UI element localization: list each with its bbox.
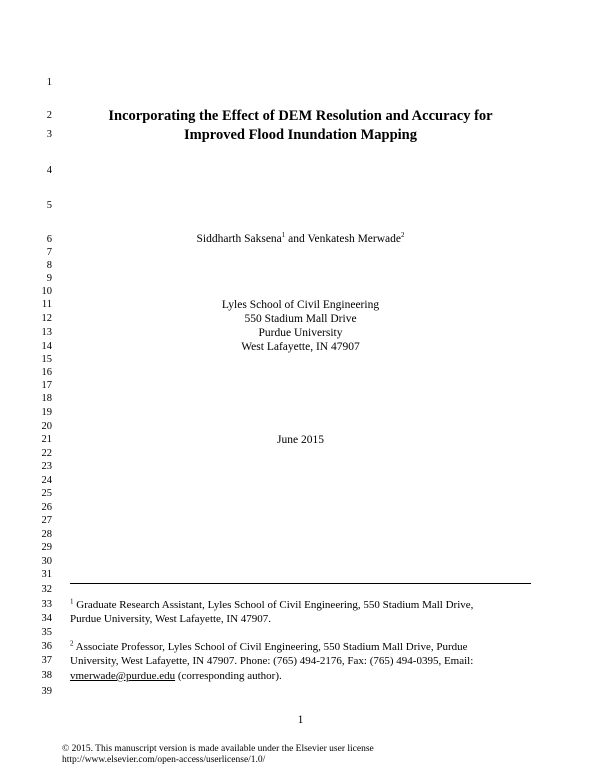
line-number: 15 <box>41 354 52 365</box>
line-number: 28 <box>41 529 52 540</box>
line-number: 27 <box>41 515 52 526</box>
line-number: 18 <box>41 393 52 404</box>
affiliation-mark: 2 <box>401 231 405 240</box>
line-number: 31 <box>41 569 52 580</box>
footnote-separator <box>70 583 531 584</box>
footnote-mark: 2 <box>70 639 74 648</box>
author-line <box>70 232 531 246</box>
author-name: Siddharth Saksena <box>196 233 282 245</box>
author-conjunction: and <box>285 233 308 245</box>
paper-title-line-1: Incorporating the Effect of DEM Resolution and Accuracy for <box>108 108 493 124</box>
footnote-2 <box>70 640 540 654</box>
line-number: 19 <box>41 407 52 418</box>
author-name: Venkatesh Merwade <box>307 233 401 245</box>
line-number: 17 <box>41 380 52 391</box>
manuscript-date: June 2015 <box>277 434 324 446</box>
line-number: 4 <box>46 165 52 176</box>
paper-title-line-2: Improved Flood Inundation Mapping <box>183 127 417 143</box>
line-number: 20 <box>41 421 52 432</box>
line-number: 34 <box>41 613 52 624</box>
footnote-text: Graduate Research Assistant, Lyles School of Civil Engineering, 550 Stadium Mall Drive, <box>73 599 474 611</box>
affiliation-line: Lyles School of Civil Engineering <box>221 299 380 311</box>
affiliation-line: Purdue University <box>258 327 343 339</box>
footnote-mark: 1 <box>70 597 74 606</box>
affiliation-line: West Lafayette, IN 47907 <box>241 341 360 353</box>
license-notice: © 2015. This manuscript version is made available under the Elsevier user license <box>62 744 374 754</box>
line-number: 39 <box>41 686 52 697</box>
footnote-1-cont: Purdue University, West Lafayette, IN 47907. <box>70 613 272 625</box>
line-number: 23 <box>41 461 52 472</box>
footnote-2-cont: University, West Lafayette, IN 47907. Phone: (765) 494-2176, Fax: (765) 494-0395, Email: <box>70 655 474 667</box>
line-number: 21 <box>41 434 52 445</box>
email-link[interactable]: vmerwade@purdue.edu <box>70 670 176 682</box>
line-number: 10 <box>41 286 52 297</box>
line-number: 32 <box>41 584 52 595</box>
line-number: 2 <box>46 110 52 121</box>
page-number: 1 <box>297 714 304 726</box>
line-number: 25 <box>41 488 52 499</box>
line-number: 36 <box>41 641 52 652</box>
footnote-2-cont <box>70 669 540 683</box>
line-number: 29 <box>41 542 52 553</box>
line-number: 5 <box>46 200 52 211</box>
line-number: 11 <box>41 299 52 310</box>
affiliation-mark: 1 <box>281 231 286 240</box>
line-number: 35 <box>41 627 52 638</box>
line-number: 9 <box>46 273 52 284</box>
line-number: 14 <box>41 341 52 352</box>
line-number: 22 <box>41 448 52 459</box>
line-number: 24 <box>41 475 52 486</box>
line-number: 30 <box>41 556 52 567</box>
affiliation-line: 550 Stadium Mall Drive <box>244 313 357 325</box>
footnote-text: (corresponding author). <box>175 670 282 682</box>
line-number: 3 <box>46 129 52 140</box>
line-number: 33 <box>41 599 52 610</box>
line-number: 6 <box>46 234 52 245</box>
line-number: 12 <box>41 313 52 324</box>
line-number: 8 <box>46 260 52 271</box>
line-number: 13 <box>41 327 52 338</box>
footnote-1 <box>70 598 540 612</box>
line-number: 26 <box>41 502 52 513</box>
line-number: 7 <box>46 247 52 258</box>
line-number: 16 <box>41 367 52 378</box>
license-url[interactable]: http://www.elsevier.com/open-access/userlicense/1.0/ <box>62 755 266 765</box>
footnote-text: Associate Professor, Lyles School of Civil Engineering, 550 Stadium Mall Drive, Purdue <box>73 641 468 653</box>
line-number: 38 <box>41 670 52 681</box>
line-number: 37 <box>41 655 52 666</box>
line-number: 1 <box>46 77 52 88</box>
